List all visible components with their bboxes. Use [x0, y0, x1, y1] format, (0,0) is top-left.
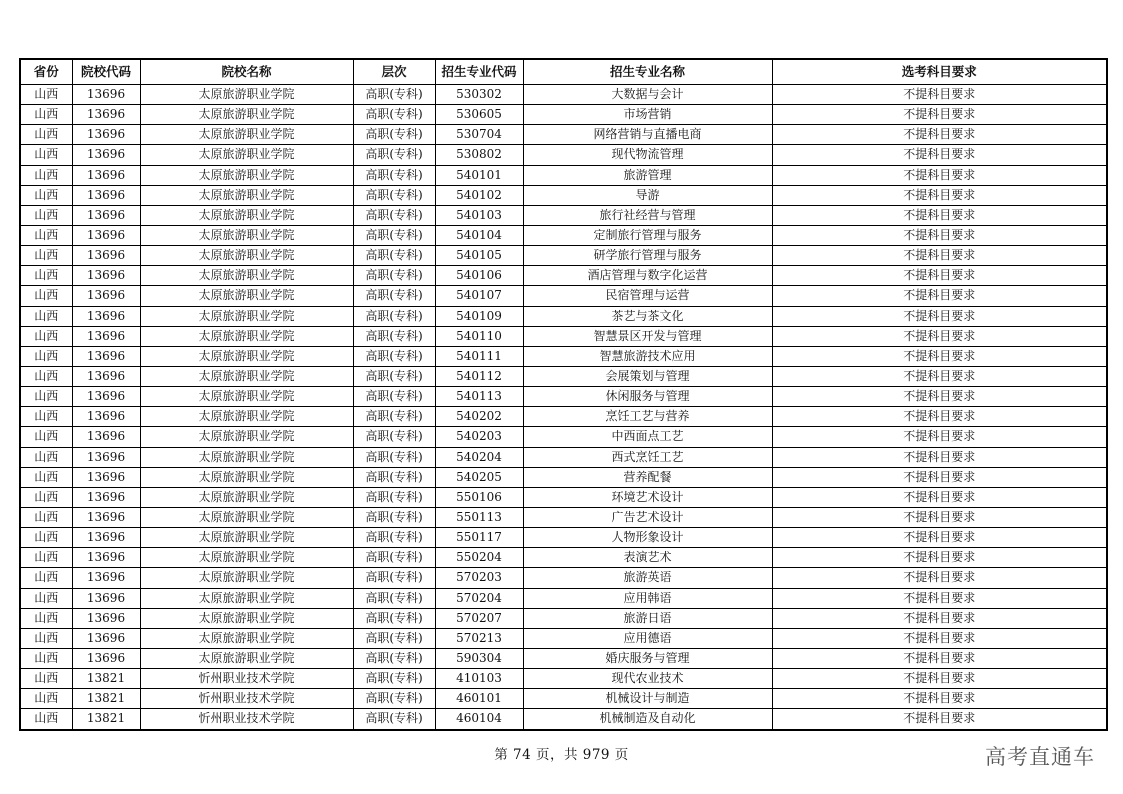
- cell-school-name: 忻州职业技术学院: [140, 709, 353, 730]
- cell-major-code: 540110: [435, 326, 523, 346]
- cell-province: 山西: [20, 689, 72, 709]
- cell-school-name: 太原旅游职业学院: [140, 286, 353, 306]
- table-row: [20, 246, 1107, 266]
- cell-major-name: 定制旅行管理与服务: [523, 225, 772, 245]
- cell-province: 山西: [20, 608, 72, 628]
- table-row: [20, 467, 1107, 487]
- cell-school-name: 太原旅游职业学院: [140, 528, 353, 548]
- cell-school-name: 太原旅游职业学院: [140, 467, 353, 487]
- cell-level: 高职(专科): [353, 689, 435, 709]
- cell-school-code: 13696: [72, 225, 140, 245]
- table-row: [20, 185, 1107, 205]
- cell-major-code: 460101: [435, 689, 523, 709]
- cell-province: 山西: [20, 326, 72, 346]
- cell-major-name: 烹饪工艺与营养: [523, 407, 772, 427]
- cell-school-code: 13696: [72, 447, 140, 467]
- cell-level: 高职(专科): [353, 568, 435, 588]
- table-row: [20, 346, 1107, 366]
- cell-school-name: 太原旅游职业学院: [140, 407, 353, 427]
- cell-major-code: 570204: [435, 588, 523, 608]
- table-row: [20, 568, 1107, 588]
- cell-school-name: 忻州职业技术学院: [140, 689, 353, 709]
- cell-province: 山西: [20, 185, 72, 205]
- header-major-code: 招生专业代码: [435, 59, 523, 85]
- cell-school-code: 13696: [72, 185, 140, 205]
- cell-major-code: 590304: [435, 648, 523, 668]
- cell-school-code: 13696: [72, 608, 140, 628]
- cell-level: 高职(专科): [353, 125, 435, 145]
- cell-school-code: 13696: [72, 165, 140, 185]
- cell-major-name: 应用韩语: [523, 588, 772, 608]
- cell-major-code: 410103: [435, 669, 523, 689]
- cell-subject-requirement: 不提科目要求: [772, 346, 1107, 366]
- table-row: [20, 427, 1107, 447]
- cell-province: 山西: [20, 487, 72, 507]
- cell-major-name: 茶艺与茶文化: [523, 306, 772, 326]
- cell-province: 山西: [20, 447, 72, 467]
- cell-school-code: 13821: [72, 709, 140, 730]
- cell-level: 高职(专科): [353, 145, 435, 165]
- cell-subject-requirement: 不提科目要求: [772, 507, 1107, 527]
- cell-school-code: 13696: [72, 306, 140, 326]
- cell-major-code: 530302: [435, 85, 523, 105]
- cell-major-code: 540105: [435, 246, 523, 266]
- cell-subject-requirement: 不提科目要求: [772, 286, 1107, 306]
- cell-major-code: 540205: [435, 467, 523, 487]
- cell-level: 高职(专科): [353, 387, 435, 407]
- cell-school-code: 13696: [72, 507, 140, 527]
- cell-major-name: 旅游日语: [523, 608, 772, 628]
- cell-province: 山西: [20, 125, 72, 145]
- cell-major-name: 市场营销: [523, 105, 772, 125]
- cell-school-code: 13696: [72, 648, 140, 668]
- cell-major-name: 现代农业技术: [523, 669, 772, 689]
- cell-school-code: 13821: [72, 669, 140, 689]
- cell-school-name: 太原旅游职业学院: [140, 447, 353, 467]
- cell-level: 高职(专科): [353, 669, 435, 689]
- cell-province: 山西: [20, 85, 72, 105]
- table-row: [20, 447, 1107, 467]
- cell-level: 高职(专科): [353, 306, 435, 326]
- table-row: [20, 709, 1107, 730]
- cell-level: 高职(专科): [353, 407, 435, 427]
- cell-province: 山西: [20, 709, 72, 730]
- cell-province: 山西: [20, 548, 72, 568]
- cell-subject-requirement: 不提科目要求: [772, 628, 1107, 648]
- page-number: 第 74 页，共 979 页: [494, 747, 629, 763]
- cell-level: 高职(专科): [353, 185, 435, 205]
- cell-level: 高职(专科): [353, 225, 435, 245]
- cell-major-name: 旅游管理: [523, 165, 772, 185]
- cell-subject-requirement: 不提科目要求: [772, 246, 1107, 266]
- cell-province: 山西: [20, 145, 72, 165]
- cell-province: 山西: [20, 568, 72, 588]
- cell-major-name: 会展策划与管理: [523, 366, 772, 386]
- cell-school-name: 太原旅游职业学院: [140, 326, 353, 346]
- header-school-name: 院校名称: [140, 59, 353, 85]
- cell-province: 山西: [20, 407, 72, 427]
- cell-subject-requirement: 不提科目要求: [772, 185, 1107, 205]
- cell-major-code: 540109: [435, 306, 523, 326]
- cell-level: 高职(专科): [353, 246, 435, 266]
- admissions-table: [19, 58, 1108, 731]
- cell-subject-requirement: 不提科目要求: [772, 669, 1107, 689]
- cell-school-code: 13696: [72, 85, 140, 105]
- cell-major-code: 540203: [435, 427, 523, 447]
- cell-major-name: 婚庆服务与管理: [523, 648, 772, 668]
- cell-school-code: 13696: [72, 548, 140, 568]
- cell-major-code: 540202: [435, 407, 523, 427]
- cell-major-code: 540112: [435, 366, 523, 386]
- table-header-row: [20, 59, 1107, 85]
- cell-level: 高职(专科): [353, 487, 435, 507]
- cell-province: 山西: [20, 467, 72, 487]
- cell-subject-requirement: 不提科目要求: [772, 125, 1107, 145]
- cell-subject-requirement: 不提科目要求: [772, 487, 1107, 507]
- cell-major-name: 机械制造及自动化: [523, 709, 772, 730]
- cell-subject-requirement: 不提科目要求: [772, 85, 1107, 105]
- table-row: [20, 326, 1107, 346]
- cell-province: 山西: [20, 366, 72, 386]
- cell-subject-requirement: 不提科目要求: [772, 648, 1107, 668]
- cell-level: 高职(专科): [353, 588, 435, 608]
- cell-subject-requirement: 不提科目要求: [772, 145, 1107, 165]
- cell-subject-requirement: 不提科目要求: [772, 105, 1107, 125]
- cell-school-code: 13696: [72, 487, 140, 507]
- cell-subject-requirement: 不提科目要求: [772, 407, 1107, 427]
- cell-major-code: 550204: [435, 548, 523, 568]
- cell-major-code: 530605: [435, 105, 523, 125]
- header-subject-requirement: 选考科目要求: [772, 59, 1107, 85]
- cell-school-name: 太原旅游职业学院: [140, 266, 353, 286]
- cell-major-code: 540111: [435, 346, 523, 366]
- cell-level: 高职(专科): [353, 467, 435, 487]
- cell-major-code: 540102: [435, 185, 523, 205]
- cell-school-code: 13696: [72, 286, 140, 306]
- cell-level: 高职(专科): [353, 266, 435, 286]
- cell-major-code: 540103: [435, 205, 523, 225]
- cell-school-name: 太原旅游职业学院: [140, 588, 353, 608]
- cell-province: 山西: [20, 165, 72, 185]
- table-row: [20, 548, 1107, 568]
- cell-subject-requirement: 不提科目要求: [772, 447, 1107, 467]
- cell-school-name: 太原旅游职业学院: [140, 225, 353, 245]
- cell-province: 山西: [20, 427, 72, 447]
- cell-level: 高职(专科): [353, 427, 435, 447]
- cell-major-code: 570213: [435, 628, 523, 648]
- cell-school-name: 太原旅游职业学院: [140, 85, 353, 105]
- cell-province: 山西: [20, 306, 72, 326]
- cell-school-code: 13696: [72, 407, 140, 427]
- cell-subject-requirement: 不提科目要求: [772, 689, 1107, 709]
- table-row: [20, 507, 1107, 527]
- cell-major-name: 休闲服务与管理: [523, 387, 772, 407]
- cell-province: 山西: [20, 286, 72, 306]
- table-row: [20, 205, 1107, 225]
- cell-major-code: 530704: [435, 125, 523, 145]
- cell-school-name: 太原旅游职业学院: [140, 548, 353, 568]
- cell-school-name: 太原旅游职业学院: [140, 387, 353, 407]
- table-row: [20, 105, 1107, 125]
- cell-level: 高职(专科): [353, 628, 435, 648]
- cell-school-name: 太原旅游职业学院: [140, 145, 353, 165]
- cell-province: 山西: [20, 588, 72, 608]
- cell-major-name: 民宿管理与运营: [523, 286, 772, 306]
- cell-major-name: 营养配餐: [523, 467, 772, 487]
- cell-major-code: 550106: [435, 487, 523, 507]
- cell-major-name: 广告艺术设计: [523, 507, 772, 527]
- table-row: [20, 528, 1107, 548]
- table-row: [20, 225, 1107, 245]
- cell-province: 山西: [20, 648, 72, 668]
- cell-major-name: 应用德语: [523, 628, 772, 648]
- table-row: [20, 286, 1107, 306]
- cell-subject-requirement: 不提科目要求: [772, 467, 1107, 487]
- cell-level: 高职(专科): [353, 648, 435, 668]
- cell-subject-requirement: 不提科目要求: [772, 306, 1107, 326]
- cell-major-code: 530802: [435, 145, 523, 165]
- cell-level: 高职(专科): [353, 85, 435, 105]
- cell-province: 山西: [20, 669, 72, 689]
- cell-school-code: 13696: [72, 427, 140, 447]
- cell-level: 高职(专科): [353, 205, 435, 225]
- table-row: [20, 648, 1107, 668]
- cell-school-name: 太原旅游职业学院: [140, 246, 353, 266]
- table-row: [20, 366, 1107, 386]
- cell-major-name: 网络营销与直播电商: [523, 125, 772, 145]
- table-row: [20, 669, 1107, 689]
- table-row: [20, 387, 1107, 407]
- cell-school-code: 13696: [72, 528, 140, 548]
- cell-subject-requirement: 不提科目要求: [772, 266, 1107, 286]
- cell-school-name: 太原旅游职业学院: [140, 185, 353, 205]
- cell-school-name: 太原旅游职业学院: [140, 205, 353, 225]
- table-row: [20, 588, 1107, 608]
- cell-subject-requirement: 不提科目要求: [772, 548, 1107, 568]
- cell-major-name: 旅行社经营与管理: [523, 205, 772, 225]
- cell-major-code: 550113: [435, 507, 523, 527]
- cell-level: 高职(专科): [353, 165, 435, 185]
- cell-school-code: 13696: [72, 266, 140, 286]
- cell-major-name: 环境艺术设计: [523, 487, 772, 507]
- cell-level: 高职(专科): [353, 326, 435, 346]
- cell-school-name: 太原旅游职业学院: [140, 648, 353, 668]
- cell-subject-requirement: 不提科目要求: [772, 588, 1107, 608]
- cell-level: 高职(专科): [353, 346, 435, 366]
- table-row: [20, 266, 1107, 286]
- cell-major-code: 540107: [435, 286, 523, 306]
- cell-province: 山西: [20, 346, 72, 366]
- cell-province: 山西: [20, 507, 72, 527]
- table-row: [20, 689, 1107, 709]
- table-body: [20, 85, 1107, 730]
- cell-subject-requirement: 不提科目要求: [772, 528, 1107, 548]
- cell-school-name: 太原旅游职业学院: [140, 487, 353, 507]
- cell-major-name: 研学旅行管理与服务: [523, 246, 772, 266]
- header-level: 层次: [353, 59, 435, 85]
- cell-major-name: 旅游英语: [523, 568, 772, 588]
- cell-school-name: 太原旅游职业学院: [140, 306, 353, 326]
- cell-major-code: 550117: [435, 528, 523, 548]
- cell-subject-requirement: 不提科目要求: [772, 387, 1107, 407]
- cell-school-name: 太原旅游职业学院: [140, 105, 353, 125]
- cell-major-name: 智慧景区开发与管理: [523, 326, 772, 346]
- cell-major-code: 570207: [435, 608, 523, 628]
- table-row: [20, 165, 1107, 185]
- cell-major-code: 460104: [435, 709, 523, 730]
- cell-subject-requirement: 不提科目要求: [772, 608, 1107, 628]
- cell-subject-requirement: 不提科目要求: [772, 225, 1107, 245]
- cell-subject-requirement: 不提科目要求: [772, 205, 1107, 225]
- cell-school-code: 13696: [72, 628, 140, 648]
- header-province: 省份: [20, 59, 72, 85]
- cell-school-name: 太原旅游职业学院: [140, 608, 353, 628]
- cell-school-code: 13696: [72, 246, 140, 266]
- cell-major-name: 酒店管理与数字化运营: [523, 266, 772, 286]
- cell-major-code: 540104: [435, 225, 523, 245]
- cell-level: 高职(专科): [353, 507, 435, 527]
- cell-level: 高职(专科): [353, 286, 435, 306]
- cell-major-name: 大数据与会计: [523, 85, 772, 105]
- cell-major-code: 540106: [435, 266, 523, 286]
- cell-major-code: 540204: [435, 447, 523, 467]
- cell-school-code: 13696: [72, 568, 140, 588]
- cell-subject-requirement: 不提科目要求: [772, 709, 1107, 730]
- cell-major-name: 中西面点工艺: [523, 427, 772, 447]
- watermark: 高考直通车: [985, 745, 1095, 769]
- cell-subject-requirement: 不提科目要求: [772, 326, 1107, 346]
- table-row: [20, 145, 1107, 165]
- cell-subject-requirement: 不提科目要求: [772, 366, 1107, 386]
- cell-province: 山西: [20, 266, 72, 286]
- cell-major-name: 现代物流管理: [523, 145, 772, 165]
- cell-level: 高职(专科): [353, 528, 435, 548]
- cell-school-name: 太原旅游职业学院: [140, 366, 353, 386]
- cell-school-code: 13696: [72, 588, 140, 608]
- cell-level: 高职(专科): [353, 608, 435, 628]
- cell-school-name: 太原旅游职业学院: [140, 346, 353, 366]
- cell-school-name: 太原旅游职业学院: [140, 568, 353, 588]
- cell-province: 山西: [20, 205, 72, 225]
- cell-school-name: 太原旅游职业学院: [140, 125, 353, 145]
- cell-level: 高职(专科): [353, 447, 435, 467]
- table-row: [20, 628, 1107, 648]
- cell-major-name: 人物形象设计: [523, 528, 772, 548]
- cell-level: 高职(专科): [353, 548, 435, 568]
- cell-level: 高职(专科): [353, 105, 435, 125]
- cell-province: 山西: [20, 105, 72, 125]
- cell-school-code: 13696: [72, 387, 140, 407]
- header-major-name: 招生专业名称: [523, 59, 772, 85]
- cell-province: 山西: [20, 246, 72, 266]
- cell-school-code: 13696: [72, 105, 140, 125]
- cell-level: 高职(专科): [353, 366, 435, 386]
- cell-province: 山西: [20, 387, 72, 407]
- cell-school-name: 太原旅游职业学院: [140, 165, 353, 185]
- cell-province: 山西: [20, 528, 72, 548]
- cell-school-name: 太原旅游职业学院: [140, 507, 353, 527]
- cell-major-name: 西式烹饪工艺: [523, 447, 772, 467]
- cell-school-code: 13696: [72, 205, 140, 225]
- cell-major-name: 智慧旅游技术应用: [523, 346, 772, 366]
- cell-major-name: 导游: [523, 185, 772, 205]
- cell-school-name: 忻州职业技术学院: [140, 669, 353, 689]
- cell-major-code: 570203: [435, 568, 523, 588]
- table-row: [20, 85, 1107, 105]
- table-row: [20, 407, 1107, 427]
- cell-level: 高职(专科): [353, 709, 435, 730]
- cell-major-code: 540101: [435, 165, 523, 185]
- table-row: [20, 306, 1107, 326]
- cell-major-name: 表演艺术: [523, 548, 772, 568]
- header-school-code: 院校代码: [72, 59, 140, 85]
- cell-school-code: 13821: [72, 689, 140, 709]
- cell-subject-requirement: 不提科目要求: [772, 165, 1107, 185]
- cell-major-code: 540113: [435, 387, 523, 407]
- cell-school-code: 13696: [72, 145, 140, 165]
- table-row: [20, 125, 1107, 145]
- cell-school-code: 13696: [72, 467, 140, 487]
- cell-subject-requirement: 不提科目要求: [772, 427, 1107, 447]
- cell-province: 山西: [20, 628, 72, 648]
- cell-school-code: 13696: [72, 346, 140, 366]
- cell-major-name: 机械设计与制造: [523, 689, 772, 709]
- cell-school-name: 太原旅游职业学院: [140, 628, 353, 648]
- cell-province: 山西: [20, 225, 72, 245]
- cell-school-code: 13696: [72, 366, 140, 386]
- table-row: [20, 487, 1107, 507]
- cell-school-code: 13696: [72, 326, 140, 346]
- cell-subject-requirement: 不提科目要求: [772, 568, 1107, 588]
- table-row: [20, 608, 1107, 628]
- cell-school-name: 太原旅游职业学院: [140, 427, 353, 447]
- cell-school-code: 13696: [72, 125, 140, 145]
